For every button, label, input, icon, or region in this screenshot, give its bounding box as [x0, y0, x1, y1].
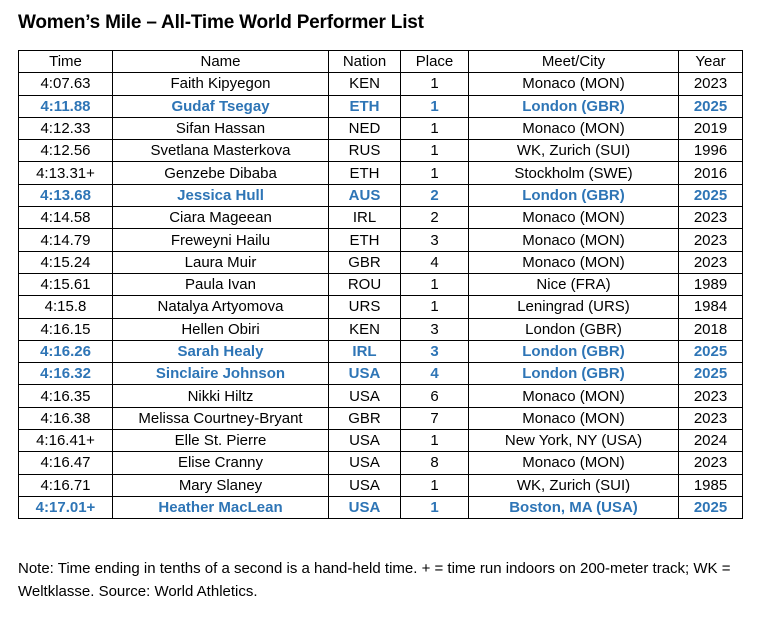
cell-meet: Monaco (MON): [469, 207, 679, 229]
page-title: Women’s Mile – All-Time World Performer List: [18, 12, 424, 33]
cell-nation: USA: [329, 474, 401, 496]
cell-time: 4:16.71: [19, 474, 113, 496]
table-row: [19, 296, 743, 318]
cell-place: 1: [401, 273, 469, 295]
table-row: [19, 452, 743, 474]
table-row: [19, 184, 743, 206]
cell-name: Faith Kipyegon: [113, 73, 329, 95]
cell-nation: RUS: [329, 140, 401, 162]
cell-place: 1: [401, 73, 469, 95]
cell-name: Sinclaire Johnson: [113, 363, 329, 385]
cell-meet: Boston, MA (USA): [469, 496, 679, 518]
footnote: Note: Time ending in tenths of a second is a hand-held time. + = time run indoors on 200-meter track; WK = Weltklasse. Source: World Athletics.: [18, 560, 731, 600]
cell-meet: WK, Zurich (SUI): [469, 474, 679, 496]
cell-name: Elise Cranny: [113, 452, 329, 474]
cell-nation: USA: [329, 496, 401, 518]
cell-meet: Monaco (MON): [469, 251, 679, 273]
cell-nation: ETH: [329, 95, 401, 117]
cell-time: 4:13.68: [19, 184, 113, 206]
cell-year: 2018: [679, 318, 743, 340]
cell-year: 2023: [679, 251, 743, 273]
cell-time: 4:14.58: [19, 207, 113, 229]
cell-meet: London (GBR): [469, 340, 679, 362]
cell-name: Laura Muir: [113, 251, 329, 273]
cell-name: Hellen Obiri: [113, 318, 329, 340]
table-row: [19, 340, 743, 362]
cell-nation: ETH: [329, 229, 401, 251]
cell-place: 1: [401, 95, 469, 117]
cell-time: 4:16.35: [19, 385, 113, 407]
cell-nation: ETH: [329, 162, 401, 184]
cell-nation: KEN: [329, 318, 401, 340]
cell-time: 4:15.24: [19, 251, 113, 273]
cell-time: 4:16.15: [19, 318, 113, 340]
cell-time: 4:16.47: [19, 452, 113, 474]
cell-name: Heather MacLean: [113, 496, 329, 518]
cell-time: 4:16.41+: [19, 430, 113, 452]
cell-time: 4:11.88: [19, 95, 113, 117]
cell-time: 4:15.8: [19, 296, 113, 318]
cell-meet: Nice (FRA): [469, 273, 679, 295]
cell-place: 4: [401, 251, 469, 273]
cell-year: 2025: [679, 363, 743, 385]
cell-place: 7: [401, 407, 469, 429]
cell-nation: URS: [329, 296, 401, 318]
cell-meet: Leningrad (URS): [469, 296, 679, 318]
cell-year: 2025: [679, 95, 743, 117]
cell-nation: ROU: [329, 273, 401, 295]
cell-meet: London (GBR): [469, 95, 679, 117]
cell-place: 1: [401, 474, 469, 496]
table-row: [19, 251, 743, 273]
cell-year: 2016: [679, 162, 743, 184]
cell-name: Gudaf Tsegay: [113, 95, 329, 117]
performer-table: [18, 50, 743, 519]
cell-year: 1989: [679, 273, 743, 295]
cell-meet: Stockholm (SWE): [469, 162, 679, 184]
cell-time: 4:13.31+: [19, 162, 113, 184]
cell-name: Melissa Courtney-Bryant: [113, 407, 329, 429]
cell-name: Sifan Hassan: [113, 117, 329, 139]
cell-place: 8: [401, 452, 469, 474]
cell-meet: WK, Zurich (SUI): [469, 140, 679, 162]
cell-nation: GBR: [329, 251, 401, 273]
cell-year: 2023: [679, 407, 743, 429]
table-row: [19, 140, 743, 162]
cell-year: 2023: [679, 207, 743, 229]
cell-place: 1: [401, 296, 469, 318]
cell-meet: New York, NY (USA): [469, 430, 679, 452]
cell-place: 2: [401, 184, 469, 206]
cell-nation: GBR: [329, 407, 401, 429]
cell-nation: IRL: [329, 207, 401, 229]
cell-meet: Monaco (MON): [469, 385, 679, 407]
cell-meet: Monaco (MON): [469, 117, 679, 139]
cell-place: 1: [401, 117, 469, 139]
table-row: [19, 318, 743, 340]
cell-meet: Monaco (MON): [469, 73, 679, 95]
cell-nation: NED: [329, 117, 401, 139]
column-header-place: Place: [401, 51, 469, 73]
cell-place: 1: [401, 140, 469, 162]
cell-nation: USA: [329, 385, 401, 407]
cell-place: 1: [401, 430, 469, 452]
cell-meet: Monaco (MON): [469, 452, 679, 474]
table-row: [19, 229, 743, 251]
table-body: [19, 73, 743, 519]
cell-name: Paula Ivan: [113, 273, 329, 295]
cell-meet: Monaco (MON): [469, 407, 679, 429]
cell-year: 2023: [679, 73, 743, 95]
cell-year: 1984: [679, 296, 743, 318]
cell-place: 3: [401, 340, 469, 362]
table-row: [19, 474, 743, 496]
cell-name: Nikki Hiltz: [113, 385, 329, 407]
cell-nation: USA: [329, 363, 401, 385]
cell-name: Elle St. Pierre: [113, 430, 329, 452]
cell-name: Sarah Healy: [113, 340, 329, 362]
cell-year: 2025: [679, 340, 743, 362]
cell-year: 2025: [679, 184, 743, 206]
cell-time: 4:14.79: [19, 229, 113, 251]
cell-year: 1996: [679, 140, 743, 162]
cell-place: 1: [401, 162, 469, 184]
cell-year: 2025: [679, 496, 743, 518]
cell-year: 2024: [679, 430, 743, 452]
cell-name: Jessica Hull: [113, 184, 329, 206]
cell-name: Freweyni Hailu: [113, 229, 329, 251]
cell-year: 2019: [679, 117, 743, 139]
cell-place: 1: [401, 496, 469, 518]
cell-nation: USA: [329, 430, 401, 452]
cell-meet: Monaco (MON): [469, 229, 679, 251]
table-row: [19, 162, 743, 184]
cell-year: 2023: [679, 385, 743, 407]
cell-time: 4:16.32: [19, 363, 113, 385]
column-header-nation: Nation: [329, 51, 401, 73]
table-row: [19, 430, 743, 452]
table-row: [19, 407, 743, 429]
table-row: [19, 207, 743, 229]
cell-time: 4:15.61: [19, 273, 113, 295]
table-row: [19, 363, 743, 385]
cell-place: 3: [401, 318, 469, 340]
table-header-row: [19, 51, 743, 73]
table-row: [19, 117, 743, 139]
column-header-name: Name: [113, 51, 329, 73]
cell-time: 4:16.38: [19, 407, 113, 429]
cell-time: 4:17.01+: [19, 496, 113, 518]
column-header-meet: Meet/City: [469, 51, 679, 73]
cell-place: 4: [401, 363, 469, 385]
cell-nation: KEN: [329, 73, 401, 95]
cell-name: Genzebe Dibaba: [113, 162, 329, 184]
table-row: [19, 385, 743, 407]
column-header-time: Time: [19, 51, 113, 73]
table-row: [19, 273, 743, 295]
cell-year: 1985: [679, 474, 743, 496]
cell-meet: London (GBR): [469, 184, 679, 206]
column-header-year: Year: [679, 51, 743, 73]
cell-name: Natalya Artyomova: [113, 296, 329, 318]
cell-nation: AUS: [329, 184, 401, 206]
cell-meet: London (GBR): [469, 318, 679, 340]
table-row: [19, 95, 743, 117]
cell-time: 4:12.56: [19, 140, 113, 162]
cell-nation: USA: [329, 452, 401, 474]
cell-time: 4:12.33: [19, 117, 113, 139]
cell-meet: London (GBR): [469, 363, 679, 385]
cell-place: 3: [401, 229, 469, 251]
table-row: [19, 496, 743, 518]
cell-name: Ciara Mageean: [113, 207, 329, 229]
cell-time: 4:07.63: [19, 73, 113, 95]
cell-year: 2023: [679, 229, 743, 251]
cell-place: 6: [401, 385, 469, 407]
cell-name: Svetlana Masterkova: [113, 140, 329, 162]
cell-time: 4:16.26: [19, 340, 113, 362]
table-row: [19, 73, 743, 95]
cell-nation: IRL: [329, 340, 401, 362]
cell-name: Mary Slaney: [113, 474, 329, 496]
cell-place: 2: [401, 207, 469, 229]
cell-year: 2023: [679, 452, 743, 474]
